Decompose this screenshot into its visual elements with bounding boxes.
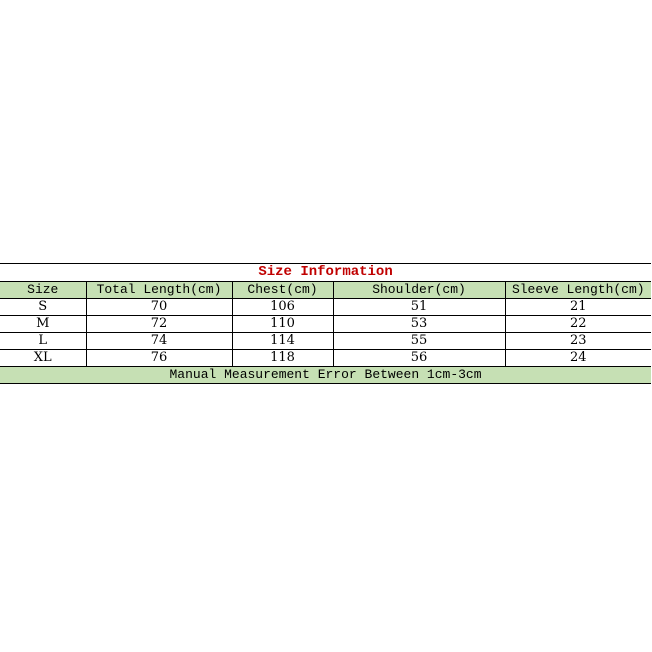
column-header-sleeve-length: Sleeve Length(cm) <box>505 282 651 299</box>
shoulder-cell: 53 <box>333 316 505 333</box>
total-length-cell: 72 <box>86 316 232 333</box>
measurement-note: Manual Measurement Error Between 1cm-3cm <box>0 367 651 384</box>
column-header-chest: Chest(cm) <box>232 282 333 299</box>
chest-cell: 118 <box>232 350 333 367</box>
sleeve-length-cell: 23 <box>505 333 651 350</box>
footer-row <box>0 367 651 384</box>
total-length-cell: 76 <box>86 350 232 367</box>
sleeve-length-cell: 24 <box>505 350 651 367</box>
total-length-cell: 74 <box>86 333 232 350</box>
header-row <box>0 282 651 299</box>
shoulder-cell: 55 <box>333 333 505 350</box>
table-row <box>0 333 651 350</box>
shoulder-cell: 51 <box>333 299 505 316</box>
sleeve-length-cell: 21 <box>505 299 651 316</box>
size-cell: S <box>0 299 86 316</box>
column-header-total-length: Total Length(cm) <box>86 282 232 299</box>
title-row <box>0 264 651 282</box>
column-header-size: Size <box>0 282 86 299</box>
size-chart-table <box>0 263 651 384</box>
shoulder-cell: 56 <box>333 350 505 367</box>
chest-cell: 106 <box>232 299 333 316</box>
size-cell: XL <box>0 350 86 367</box>
table-row <box>0 316 651 333</box>
column-header-shoulder: Shoulder(cm) <box>333 282 505 299</box>
table-row <box>0 299 651 316</box>
table-row <box>0 350 651 367</box>
table-title: Size Information <box>0 264 651 282</box>
total-length-cell: 70 <box>86 299 232 316</box>
size-cell: M <box>0 316 86 333</box>
sleeve-length-cell: 22 <box>505 316 651 333</box>
size-cell: L <box>0 333 86 350</box>
chest-cell: 110 <box>232 316 333 333</box>
chest-cell: 114 <box>232 333 333 350</box>
